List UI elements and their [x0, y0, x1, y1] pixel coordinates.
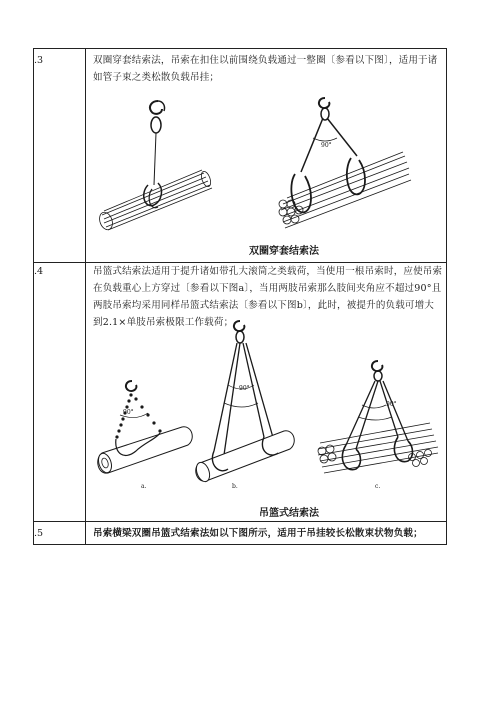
angle-label: 90° [321, 142, 332, 149]
basket-hitch-figure-b [194, 319, 304, 489]
figure-label-b: b. [232, 483, 238, 490]
row-text: 吊篮式结索法适用于提升诸如带孔大滚筒之类载荷，当使用一根吊索时，应使吊索在负载重心上方穿过〔参看以下图a〕，当用两肢吊索那么肢间夹角应不超过90°且两肢吊索均采用同样吊篮式结索法〔参看以下图b〕，此时，被提升的负载可增大到2.1×单肢吊索极限工作载荷； [93, 266, 443, 328]
figure-label-a: a. [141, 483, 147, 490]
hitch-illustration-single [96, 97, 226, 232]
row-number: .4 [34, 266, 44, 277]
basket-hitch-figure-a [96, 379, 206, 489]
column-divider [85, 49, 86, 544]
row-divider [34, 521, 446, 522]
row-text: 双圈穿套结索法，吊索在扣住以前围绕负载通过一整圈〔参看以下图〕，适用于诸如管子束之类松散负载吊挂； [93, 55, 438, 83]
angle-label: 90° [386, 401, 397, 408]
figure-caption: 吊篮式结索法 [259, 508, 319, 519]
row-number: .5 [34, 528, 44, 539]
hitch-illustration-double [269, 94, 419, 234]
figure-caption: 双圈穿套结索法 [249, 246, 319, 257]
angle-label: 90° [239, 385, 250, 392]
figure-label-c: c. [375, 483, 381, 490]
row-text: 吊索横梁双圈吊篮式结索法如以下图所示，适用于吊挂较长松散束状物负载； [93, 528, 423, 539]
document-table [33, 48, 447, 545]
angle-label: 90° [123, 409, 134, 416]
basket-hitch-figure-c [312, 359, 447, 489]
row-number: .3 [34, 55, 44, 66]
